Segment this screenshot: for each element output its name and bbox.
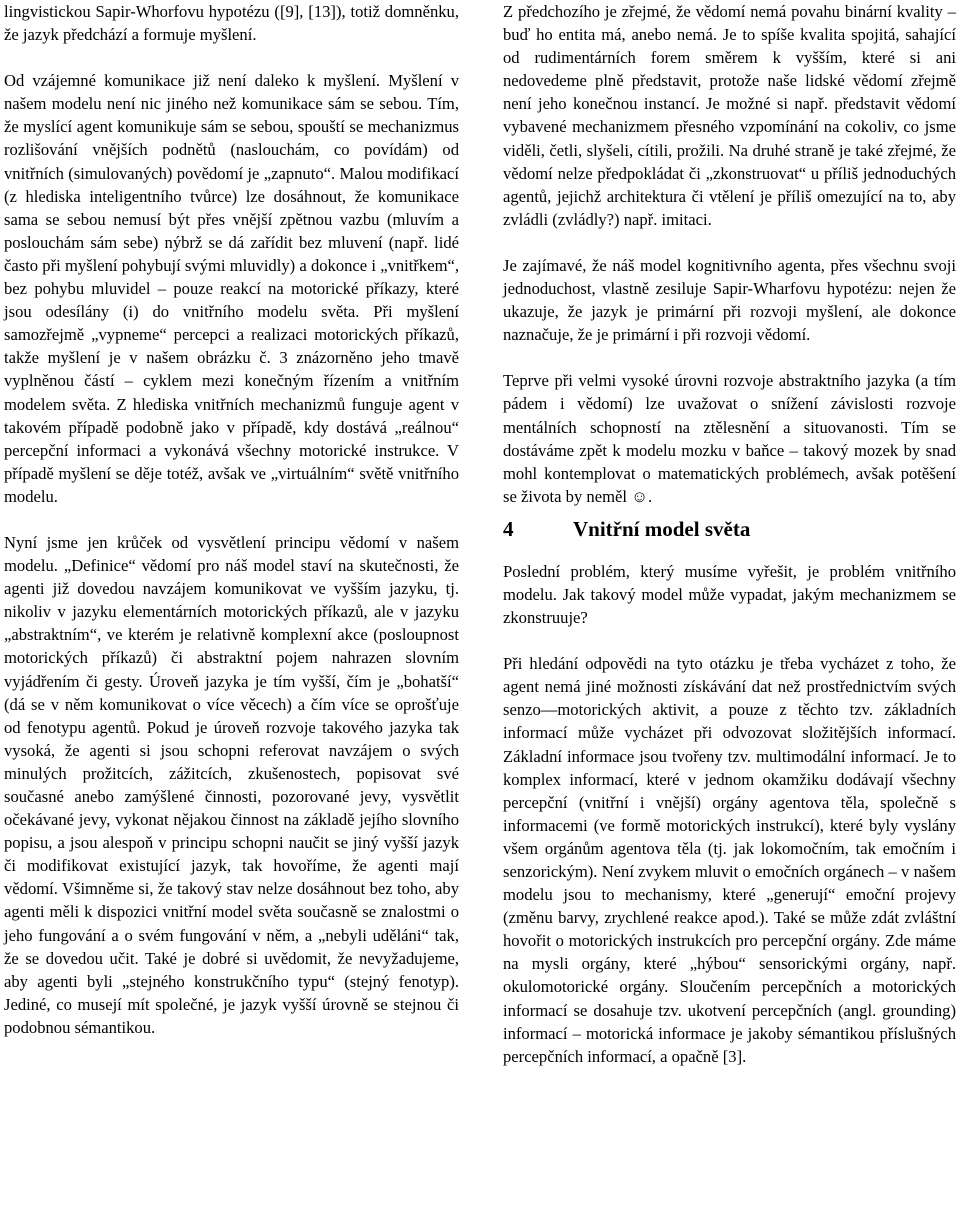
paragraph-gap: [503, 346, 956, 369]
section-heading: [503, 516, 956, 542]
paragraph-gap: [4, 46, 459, 69]
paragraph: Z předchozího je zřejmé, že vědomí nemá povahu binární kvality – buď ho entita má, anebo nemá. Je to spíše kvalita spojitá, sahající od rudimentárních forem směrem k vyšším, které si ani nedovedeme plně představit, protože naše lidské vědomí zřejmě není jeho konečnou instancí. Je možné si např. představit vědomí vybavené mechanizmem přesného vzpomínání na cokoliv, co jsme viděli, četli, slyšeli, cítili, prožili. Na druhé straně je také zřejmé, že vědomí nelze předpokládat či „zkonstruovat“ u příliš jednoduchých agentů, jejichž architektura či vtělení je příliš omezující na to, aby zvládli (zvládly?) např. imitaci.: [503, 2, 956, 229]
paragraph: lingvistickou Sapir-Whorfovu hypotézu ([9], [13]), totiž domněnku, že jazyk předchází a formuje myšlení.: [4, 2, 459, 45]
paragraph: Při hledání odpovědi na tyto otázku je třeba vycházet z toho, že agent nemá jiné možnosti získávání dat než prostřednictvím svých senzo—motorických aktivit, a pouze z těchto tzv. základních informací může vycházet při odvozovat složitějších informací. Základní informace jsou tvořeny tzv. multimodální informací. Je to komplex informací, které v jednom okamžiku dodávají všechny percepční (vnitřní i vnější) orgány agentova těla, společně s informacemi (ve formě motorických instrukcí), které byly vyslány všem orgánům agentova těla (tj. jak lokomočním, tak emočním i senzorickým). Není zvykem mluvit o emočních orgánech – v našem modelu jsou to mechanismy, které „generují“ emoční projevy (změnu barvy, zrychlené reakce apod.). Také se může zdát zvláštní hovořit o motorických instrukcích pro percepční orgány. Zde máme na mysli orgány, které „hýbou“ sensorickými orgány, např. okulomotorické orgány. Sloučením percepčních a motorických informací se dosahuje tzv. ukotvení percepčních (angl. grounding) informací – motorická informace je jakoby sémantikou příslušných percepčních informací, a opačně [3].: [503, 654, 956, 1066]
paragraph: Od vzájemné komunikace již není daleko k myšlení. Myšlení v našem modelu není nic jiného než komunikace sám se sebou. Tím, že myslící agent komunikuje sám se sebou, spouští se mechanizmus rozlišování vnějších podnětů (naslouchám, co povídám) od vnitřních (simulovaných) povědomí je „zapnuto“. Malou modifikací (z hlediska inteligentního tvůrce) lze dosáhnout, že komunikace sama se sebou nemusí být přes vnější zpětnou vazbu (mluvím a poslouchám sám sebe) nýbrž se dá zařídit bez mluvení (např. lidé často při myšlení pohybují svými mluvidly) a dokonce i „vnitřkem“, bez pohybu mluvidel – pouze reakcí na motorické příkazy, které jsou odesílány (i) do vnitřního modelu světa. Při myšlení samozřejmě „vypneme“ percepci a realizaci motorických příkazů, takže myšlení je v našem obrázku č. 3 znázorněno jeho tmavě vyplněnou částí – cyklem mezi konečným řízením a vnitřním modelem světa. Z hlediska vnitřních mechanizmů funguje agent v takovém případě podobně jako v případě, kdy dostává „reálnou“ percepční informaci a vykonává všechny motorické instrukce. V případě myšlení se děje totéž, avšak ve „virtuálním“ světě vnitřního modelu.: [4, 71, 459, 506]
paragraph: Poslední problém, který musíme vyřešit, je problém vnitřního modelu. Jak takový model může vypadat, jakým mechanizmem se zkonstruuje?: [503, 561, 956, 628]
paragraph: Teprve při velmi vysoké úrovni rozvoje abstraktního jazyka (a tím pádem i vědomí) lze uvažovat o snížení závislosti rozvoje mentálních schopností na ztělesnění a situovanosti. Tím se dostáváme zpět k modelu mozku v baňce – takový mozek by snad mohl kontemplovat o matematických problémech, avšak potěšení se života by neměl ☺.: [503, 371, 956, 506]
paragraph-gap: [503, 231, 956, 254]
section-title: Vnitřní model světa: [573, 516, 751, 541]
paragraph: Nyní jsme jen krůček od vysvětlení principu vědomí v našem modelu. „Definice“ vědomí pro náš model staví na skutečnosti, že agenti již dovedou navzájem komunikovat ve vyšším jazyku, tj. nikoliv v jazyku elementárních motorických příkazů, ale v jazyku „abstraktním“, ve kterém je relativně komplexní akce (posloupnost motorických příkazů) či abstraktní pojem nahrazen slovním vyjádřením či gesty. Úroveň jazyka je tím vyšší, čím je „bohatší“ (dá se v něm komunikovat o více věcech) a čím více se oprošťuje od fenotypu agentů. Pokud je úroveň rozvoje takového jazyka tak vysoká, že agenti si jsou schopni referovat navzájem o svých minulých prožitcích, zážitcích, zkušenostech, popisovat své současné anebo zamýšlené činnosti, pozorované jevy, vysvětlit očekávané jevy, vykonat nějakou činnost na základě jejího slovního popisu, a jsou alespoň v principu schopni naučit se jiný vyšší jazyk či modifikovat existující jazyk, tak hovoříme, že agenti mají vědomí. Všimněme si, že takový stav nelze dosáhnout bez toho, aby agenti měli k dispozici vnitřní model světa současně se znalostmi o jeho fungování a o svém fungování v něm, a „nebyli uděláni“ tak, že se dovedou učit. Také je dobré si uvědomit, že nevyžadujeme, aby agenti byli „stejného konstrukčního typu“ (stejný fenotyp). Jediné, co musejí mít společné, je jazyk vyšší úrovně se stejnou či podobnou sémantikou.: [4, 532, 459, 1037]
paragraph: Je zajímavé, že náš model kognitivního agenta, přes všechnu svoji jednoduchost, vlastně zesiluje Sapir-Wharfovu hypotézu: nejen že ukazuje, že jazyk je primární při rozvoji myšlení, ale dokonce naznačuje, že je primární i při rozvoji vědomí.: [503, 255, 956, 345]
right-column: [503, 0, 956, 1068]
section-number: 4: [503, 516, 514, 541]
paragraph-gap: [503, 629, 956, 652]
left-column: [4, 0, 459, 1039]
paragraph-gap: [4, 508, 459, 531]
